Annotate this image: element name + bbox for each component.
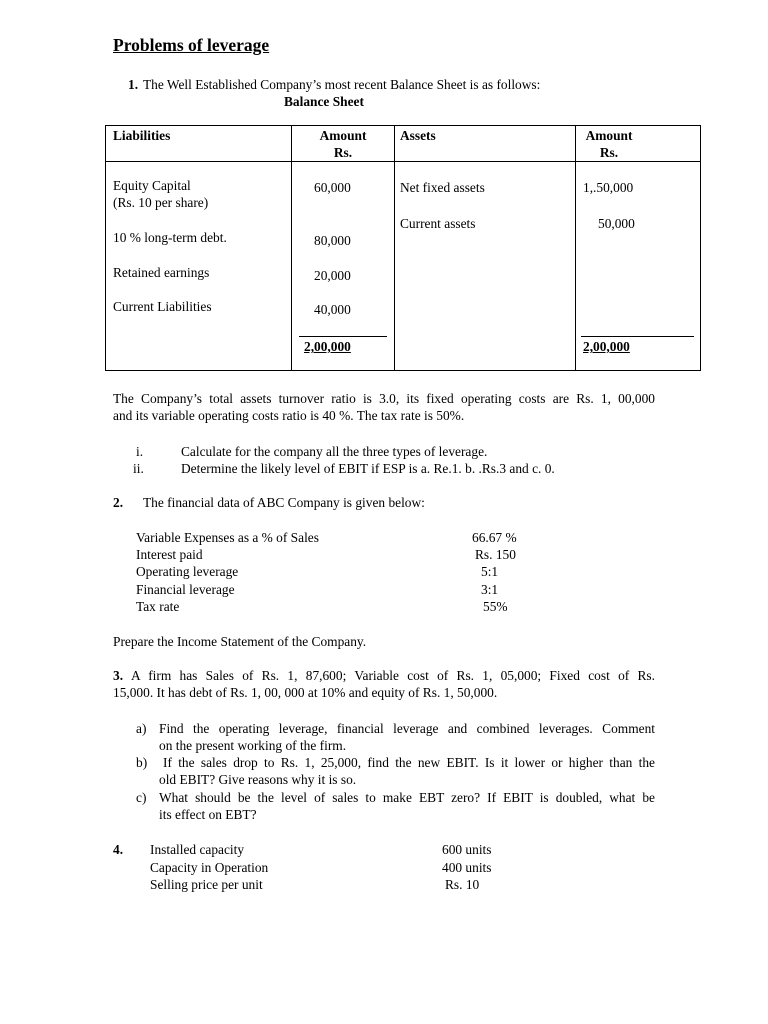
balance-sheet-table: [105, 125, 701, 371]
total-liabilities: 2,00,000: [304, 339, 351, 354]
item-letter: b): [136, 755, 148, 770]
total-rule: [581, 336, 694, 337]
data-label: Operating leverage: [136, 564, 239, 579]
data-value: Rs. 150: [475, 547, 516, 562]
table-divider: [394, 126, 395, 370]
header-assets: Assets: [400, 128, 436, 143]
liability-label: Equity Capital: [113, 178, 191, 193]
data-value: Rs. 10: [445, 877, 480, 892]
q1-intro: The Well Established Company’s most recent Balance Sheet is as follows:: [143, 77, 541, 92]
q2-closing: Prepare the Income Statement of the Company.: [113, 634, 367, 649]
task-text: Determine the likely level of EBIT if ESP is a. Re.1. b. .Rs.3 and c. 0.: [181, 461, 555, 476]
table-divider: [291, 126, 292, 370]
data-value: 3:1: [481, 582, 499, 597]
total-assets: 2,00,000: [583, 339, 630, 354]
data-value: 66.67 %: [472, 530, 517, 545]
table-divider: [575, 126, 576, 370]
item-line1: If the sales drop to Rs. 1, 25,000, find the new EBIT. Is it lower or higher than the: [163, 755, 655, 770]
asset-label: Net fixed assets: [400, 180, 485, 195]
header-rs: Rs.: [599, 145, 619, 160]
q4-number: 4.: [113, 842, 124, 857]
q3-number: 3.: [113, 668, 124, 683]
header-rule: [106, 161, 700, 162]
total-rule: [299, 336, 387, 337]
liability-label: Current Liabilities: [113, 299, 212, 314]
item-letter: a): [136, 721, 147, 736]
balance-sheet-title: Balance Sheet: [284, 94, 364, 109]
data-label: Financial leverage: [136, 582, 235, 597]
task-number: ii.: [133, 461, 144, 476]
liability-amount: 60,000: [314, 180, 351, 195]
asset-amount: 1,.50,000: [583, 180, 634, 195]
header-amount: Amount: [585, 128, 633, 143]
data-label: Tax rate: [136, 599, 180, 614]
liability-amount: 80,000: [314, 233, 351, 248]
page-title: Problems of leverage: [113, 35, 270, 55]
header-amount: Amount: [319, 128, 367, 143]
q1-number: 1.: [128, 77, 139, 92]
item-line2: old EBIT? Give reasons why it is so.: [159, 772, 357, 787]
liability-label: 10 % long-term debt.: [113, 230, 227, 245]
data-value: 55%: [483, 599, 508, 614]
asset-label: Current assets: [400, 216, 476, 231]
data-label: Variable Expenses as a % of Sales: [136, 530, 319, 545]
header-rs: Rs.: [333, 145, 353, 160]
data-value: 600 units: [442, 842, 492, 857]
item-line1: Find the operating leverage, financial leverage and combined leverages. Comment: [159, 721, 655, 736]
q2-number: 2.: [113, 495, 124, 510]
data-label: Interest paid: [136, 547, 203, 562]
item-line2: its effect on EBT?: [159, 807, 257, 822]
liability-amount: 40,000: [314, 302, 351, 317]
data-label: Capacity in Operation: [150, 860, 269, 875]
asset-amount: 50,000: [598, 216, 635, 231]
liability-label: Retained earnings: [113, 265, 210, 280]
item-letter: c): [136, 790, 147, 805]
q1-paragraph-line1: The Company’s total assets turnover ratio is 3.0, its fixed operating costs are Rs. 1, 00,000: [113, 391, 655, 406]
task-text: Calculate for the company all the three types of leverage.: [181, 444, 488, 459]
item-line2: on the present working of the firm.: [159, 738, 347, 753]
q3-line1: A firm has Sales of Rs. 1, 87,600; Variable cost of Rs. 1, 05,000; Fixed cost of Rs.: [131, 668, 655, 683]
data-label: Selling price per unit: [150, 877, 263, 892]
task-number: i.: [136, 444, 144, 459]
q2-intro: The financial data of ABC Company is given below:: [143, 495, 425, 510]
liability-sub: (Rs. 10 per share): [113, 195, 209, 210]
data-value: 5:1: [481, 564, 499, 579]
data-value: 400 units: [442, 860, 492, 875]
data-label: Installed capacity: [150, 842, 245, 857]
liability-amount: 20,000: [314, 268, 351, 283]
header-liabilities: Liabilities: [113, 128, 171, 143]
q1-paragraph-line2: and its variable operating costs ratio is 40 %. The tax rate is 50%.: [113, 408, 465, 423]
item-line1: What should be the level of sales to make EBT zero? If EBIT is doubled, what be: [159, 790, 655, 805]
q3-line2: 15,000. It has debt of Rs. 1, 00, 000 at 10% and equity of Rs. 1, 50,000.: [113, 685, 498, 700]
